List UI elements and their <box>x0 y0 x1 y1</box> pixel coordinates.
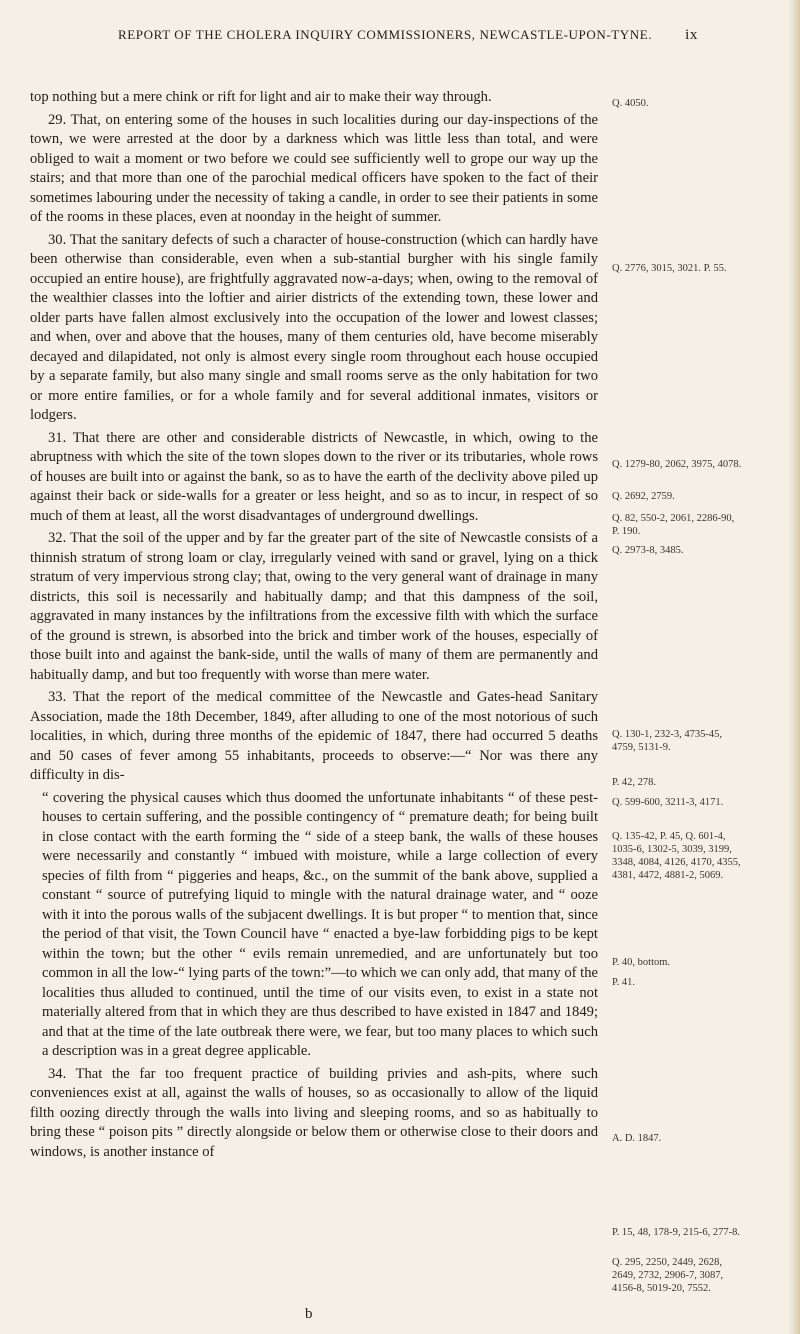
page-edge <box>788 0 800 1334</box>
margin-note: Q. 4050. <box>612 98 649 109</box>
paragraph-31: 31. That there are other and considerable districts of Newcastle, in which, owing to the abruptness with which the site of the town slopes down to the river or its tributaries, whole rows of houses are built into or against the bank, so as to have the earth of the declivity above piled up against their back or side-walls for a greater or less height, and so as to incur, in respect of so much of them at least, all the worst disadvantages of underground dwellings. <box>30 429 598 524</box>
page-number: ix <box>685 27 698 43</box>
paragraph-33: 33. That the report of the medical committee of the Newcastle and Gates-head Sanitary Association, made the 18th December, 1849, after alluding to one of the most notorious of such localities, in which, during three months of the epidemic of 1847, there had occurred 5 deaths and 50 cases of fever among 55 inhabitants, proceeds to observe:—“ Nor was there any difficulty in dis- <box>30 689 598 783</box>
paragraph-34: 34. That the far too frequent practice of building privies and ash-pits, where such conveniences exist at all, against the walls of houses, so as occasionally to allow of the liquid filth oozing directly through the walls into living and sleeping rooms, and so as habitually to bring these “ poison pits ” directly alongside or below them or otherwise close to their doors and windows, is another instance of <box>30 1065 598 1160</box>
body-text <box>30 88 598 1165</box>
margin-note: Q. 135-42, P. 45, Q. 601-4, 1035-6, 1302-5, 3039, 3199, 3348, 4084, 4126, 4170, 4355, 4381, 4472, 4881-2, 5069. <box>612 831 741 881</box>
paragraph-30: 30. That the sanitary defects of such a character of house-construction (which can hardly have been otherwise than considerable, even when a sub-stantial burgher with his single family occupied an entire house), are frightfully aggravated now-a-days; when, owing to the removal of the wealthier classes into the loftier and airier districts of the extending town, these lower and older parts have fallen almost exclusively into the occupation of the lower and lowest classes; and when, over and above that the houses, many of them centuries old, have become miserably decayed and dilapidated, not only is almost every single room throughout each house occupied by a separate family, but also many single and small rooms serve as the only habitation for two or more entire families, or for a whole family and for several additional inmates, visitors or lodgers. <box>30 231 598 423</box>
paragraph-32: 32. That the soil of the upper and by far the greater part of the site of Newcastle consists of a thinnish stratum of strong loam or clay, irregularly veined with sand or gravel, lying on a thick stratum of very impervious strong clay; that, owing to the very general want of drainage in many districts, this soil is necessarily and habitually damp; and that this dampness of the soil, aggravated in many instances by the infiltrations from the excessive filth with which the surface of the ground is strewn, is absorbed into the brick and timber work of the houses, especially of those built into and against the bank-side, until the walls of many of them are permanently and habitually damp, and but too frequently with worse than mere water. <box>30 530 598 683</box>
quotation: “ covering the physical causes which thus doomed the unfortunate inhabitants “ of these pest-houses to certain suffering, and the possible contingency of “ premature death; for being built in close contact with the earth forming the “ side of a steep bank, the walls of these houses were necessarily and constantly “ imbued with moisture, while a large collection of every species of filth from “ piggeries and heaps, &c., on the summit of the bank above, supplied a constant “ source of putrefying liquid to mingle with the natural drainage water, and “ ooze with it into the porous walls of the subjacent dwellings. It is but proper “ to mention that, since the period of that visit, the Town Council have “ enacted a bye-law forbidding pigs to be kept within the town; but the other “ evils remain unremedied, and are unfortunately but too common in all the low-“ lying parts of the town:”—to which we can only add, that many of the localities thus alluded to continued, until the time of our visits even, to exist in a state not materially altered from that in which they are thus described to have existed in 1847 and 1849; and that at the time of the late outbreak there were, we fear, but too many places to which such a description was in a great degree applicable. <box>42 789 598 1059</box>
signature-mark: b <box>305 1306 313 1322</box>
paragraph-29: 29. That, on entering some of the houses in such localities during our day-inspections of the town, we were arrested at the door by a darkness which was little less than total, and were obliged to wait a moment or two before we could see sufficiently well to grope our way up the stairs; and that more than one of the parochial medical officers have spoken to the fact of their sometimes labouring under the necessity of taking a candle, in order to see their patients in some of the rooms in these places, even at noonday in the height of summer. <box>30 111 598 225</box>
margin-note: Q. 82, 550-2, 2061, 2286-90, P. 190. <box>612 513 735 537</box>
margin-note: Q. 1279-80, 2062, 3975, 4078. <box>612 459 742 470</box>
running-header <box>118 20 698 50</box>
margin-note: Q. 2776, 3015, 3021. P. 55. <box>612 263 727 274</box>
margin-note: P. 40, bottom. <box>612 957 671 968</box>
margin-note: A. D. 1847. <box>612 1133 662 1144</box>
margin-note: Q. 2973-8, 3485. <box>612 545 684 556</box>
margin-note: Q. 295, 2250, 2449, 2628, 2649, 2732, 2906-7, 3087, 4156-8, 5019-20, 7552. <box>612 1257 724 1294</box>
margin-note: Q. 130-1, 232-3, 4735-45, 4759, 5131-9. <box>612 729 722 753</box>
paragraph-continuation: top nothing but a mere chink or rift for light and air to make their way through. <box>30 89 492 105</box>
margin-note: P. 42, 278. <box>612 777 657 788</box>
header-title: REPORT OF THE CHOLERA INQUIRY COMMISSIONERS, NEWCASTLE-UPON-TYNE. <box>118 27 653 42</box>
margin-note: Q. 599-600, 3211-3, 4171. <box>612 797 724 808</box>
margin-note: Q. 2692, 2759. <box>612 491 675 502</box>
margin-note: P. 15, 48, 178-9, 215-6, 277-8. <box>612 1227 741 1238</box>
margin-note: P. 41. <box>612 977 636 988</box>
